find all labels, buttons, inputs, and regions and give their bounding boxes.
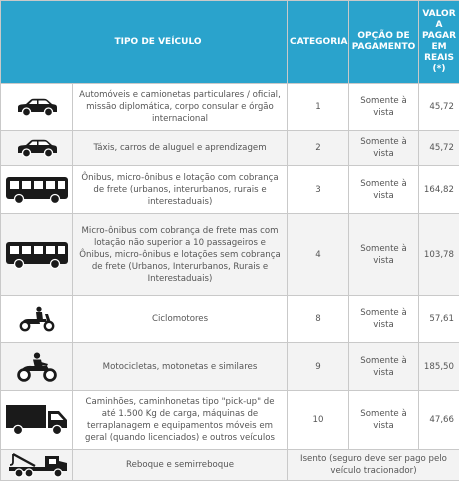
vehicle-description: Reboque e semirreboque (73, 450, 288, 481)
truck-icon (5, 403, 69, 437)
payment-option: Somente à vista (349, 296, 419, 343)
fee-value: 47,66 (419, 391, 459, 450)
vehicle-icon-cell (1, 214, 73, 296)
vehicle-description: Táxis, carros de aluguel e aprendizagem (73, 131, 288, 166)
vehicle-icon-cell (1, 343, 73, 391)
scooter-icon (17, 306, 57, 332)
table-row (1, 343, 459, 391)
vehicle-category: 2 (288, 131, 349, 166)
header-tipo-veiculo: TIPO DE VEÍCULO (1, 1, 288, 84)
fee-value: 103,78 (419, 214, 459, 296)
tow-truck-icon (5, 451, 69, 479)
vehicle-description: Automóveis e camionetas particulares / oficial, missão diplomática, corpo consular e órgão internacional (73, 84, 288, 131)
bus-icon (5, 240, 69, 270)
fee-value: 164,82 (419, 166, 459, 214)
payment-option: Somente à vista (349, 84, 419, 131)
vehicle-description: Micro-ônibus com cobrança de frete mas com lotação não superior a 10 passageiros e Ônibus, micro-ônibus e lotações sem cobrança de frete (Urbanos, Interurbanos, Rurais e Interestaduais) (73, 214, 288, 296)
bus-icon (5, 175, 69, 205)
car-icon (15, 97, 59, 117)
vehicle-description: Ônibus, micro-ônibus e lotação com cobrança de frete (urbanos, interurbanos, rurais e interestaduais) (73, 166, 288, 214)
fee-value: 45,72 (419, 84, 459, 131)
vehicle-description: Ciclomotores (73, 296, 288, 343)
table-header-row (1, 1, 459, 84)
header-valor: VALOR A PAGAR EM REAIS (*) (419, 1, 459, 84)
payment-option: Somente à vista (349, 391, 419, 450)
fee-value: 57,61 (419, 296, 459, 343)
vehicle-category: 8 (288, 296, 349, 343)
table-row (1, 296, 459, 343)
car-icon (15, 138, 59, 158)
header-opcao-pagamento: OPÇÃO DE PAGAMENTO (349, 1, 419, 84)
table-row (1, 131, 459, 166)
table-row (1, 84, 459, 131)
payment-option: Somente à vista (349, 131, 419, 166)
table-row (1, 391, 459, 450)
table-row (1, 166, 459, 214)
payment-option: Somente à vista (349, 214, 419, 296)
vehicle-category: 3 (288, 166, 349, 214)
vehicle-icon-cell (1, 166, 73, 214)
table-row (1, 450, 459, 481)
exempt-note: Isento (seguro deve ser pago pelo veículo tracionador) (288, 450, 459, 481)
vehicle-icon-cell (1, 450, 73, 481)
vehicle-icon-cell (1, 296, 73, 343)
vehicle-category: 1 (288, 84, 349, 131)
header-categoria: CATEGORIA (288, 1, 349, 84)
vehicle-description: Caminhões, caminhonetas tipo "pick-up" de até 1.500 Kg de carga, máquinas de terraplanagem e equipamentos móveis em geral (quando licenciados) e outros veículos (73, 391, 288, 450)
vehicle-category: 9 (288, 343, 349, 391)
vehicle-icon-cell (1, 131, 73, 166)
motorcycle-icon (15, 352, 59, 382)
vehicle-category: 10 (288, 391, 349, 450)
vehicle-icon-cell (1, 391, 73, 450)
fee-value: 185,50 (419, 343, 459, 391)
fee-value: 45,72 (419, 131, 459, 166)
vehicle-category: 4 (288, 214, 349, 296)
vehicle-description: Motocicletas, motonetas e similares (73, 343, 288, 391)
payment-option: Somente à vista (349, 166, 419, 214)
payment-option: Somente à vista (349, 343, 419, 391)
table-row (1, 214, 459, 296)
vehicle-icon-cell (1, 84, 73, 131)
